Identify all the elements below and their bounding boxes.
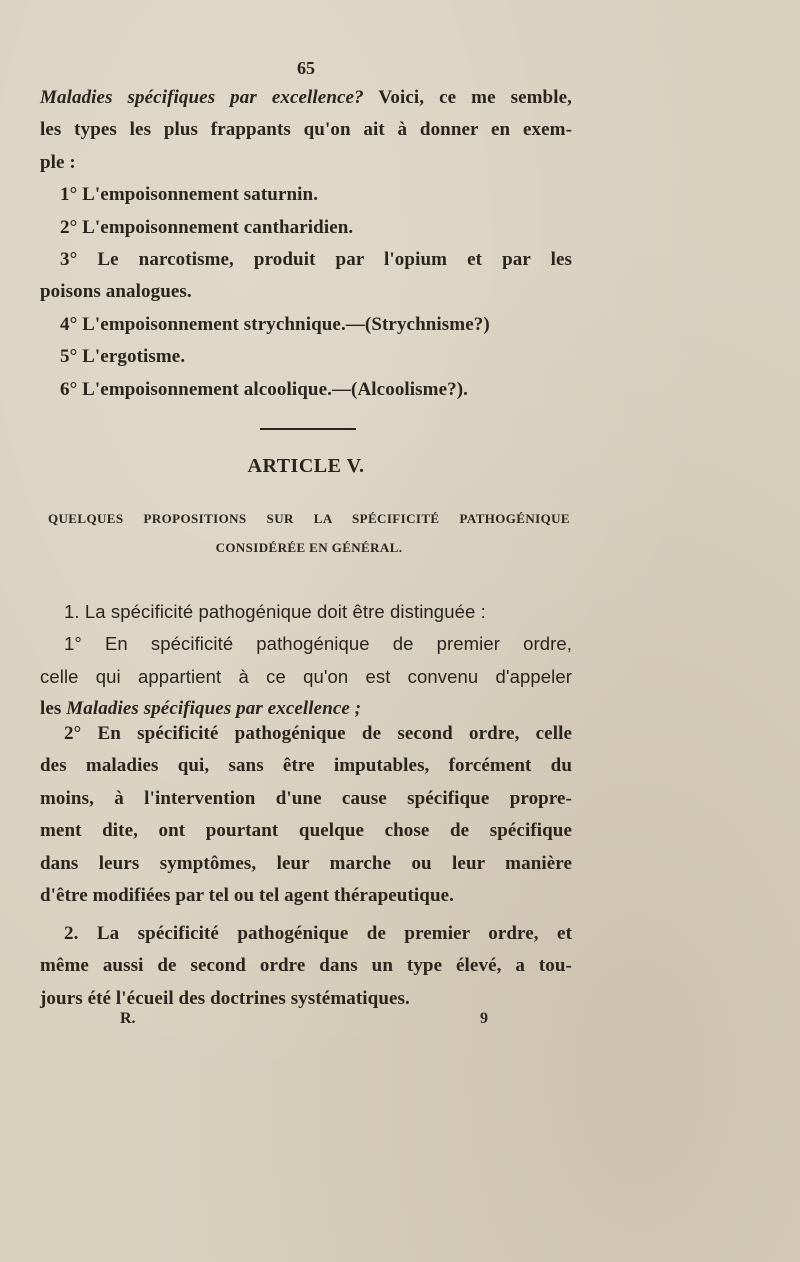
para2-line-2: même aussi de second ordre dans un type élevé, a tou- (40, 955, 572, 977)
intro-line-3: ple : (40, 151, 76, 173)
paragraph-2 (40, 918, 572, 1015)
list-item-2: 2° L'empoisonnement cantharidien. (60, 216, 354, 238)
article-heading: ARTICLE V. (247, 455, 365, 477)
intro-italic-phrase: Maladies spécifiques par excellence? (40, 87, 364, 108)
list-item-3-continuation: poisons analogues. (40, 281, 192, 303)
sheet-number: 9 (480, 1010, 488, 1027)
para1-line-7: moins, à l'intervention d'une cause spécifique propre- (40, 787, 572, 809)
para1-line-8: ment dite, ont pourtant quelque chose de spécifique (40, 820, 572, 842)
list-item-5: 5° L'ergotisme. (60, 346, 186, 368)
intro-line-2: les types les plus frappants qu'on ait à donner en exem- (40, 119, 572, 141)
para1-line-6: des maladies qui, sans être imputables, forcément du (40, 755, 572, 777)
page-number: 65 (297, 58, 315, 78)
signature-mark: R. (120, 1010, 136, 1027)
para1-line-1: 1. La spécificité pathogénique doit être distinguée : (64, 601, 486, 622)
list-item-1: 1° L'empoisonnement saturnin. (60, 184, 319, 206)
section-title-line-2: CONSIDÉRÉE EN GÉNÉRAL. (215, 540, 403, 555)
para1-line-5: 2° En spécificité pathogénique de second ordre, celle (64, 723, 572, 744)
para1-italic-phrase: Maladies spécifiques par excellence ; (66, 698, 362, 720)
intro-block (40, 82, 572, 406)
list-item-3: 3° Le narcotisme, produit par l'opium et par les (60, 249, 572, 271)
paragraph-1-cont (40, 718, 572, 912)
para1-line-3: celle qui appartient à ce qu'on est convenu d'appeler (40, 665, 572, 687)
para1-line-9: dans leurs symptômes, leur marche ou leur manière (40, 852, 572, 874)
section-title-line-1: QUELQUES PROPOSITIONS SUR LA SPÉCIFICITÉ PATHOGÉNIQUE (48, 511, 570, 526)
para1-line-2: 1° En spécificité pathogénique de premier ordre, (64, 633, 572, 655)
section-divider (260, 428, 356, 430)
para1-line-10: d'être modifiées par tel ou tel agent thérapeutique. (40, 885, 454, 907)
list-item-6: 6° L'empoisonnement alcoolique.—(Alcoolisme?). (60, 378, 469, 400)
para1-line-4: les Maladies spécifiques par excellence ; (40, 698, 362, 720)
para2-line-1: 2. La spécificité pathogénique de premier ordre, et (64, 923, 572, 944)
list-item-4: 4° L'empoisonnement strychnique.—(Strychnisme?) (60, 313, 490, 335)
paragraph-1 (40, 596, 572, 726)
para2-line-3: jours été l'écueil des doctrines systématiques. (40, 987, 410, 1009)
intro-line-1: Maladies spécifiques par excellence? Voici, ce me semble, (40, 87, 572, 108)
